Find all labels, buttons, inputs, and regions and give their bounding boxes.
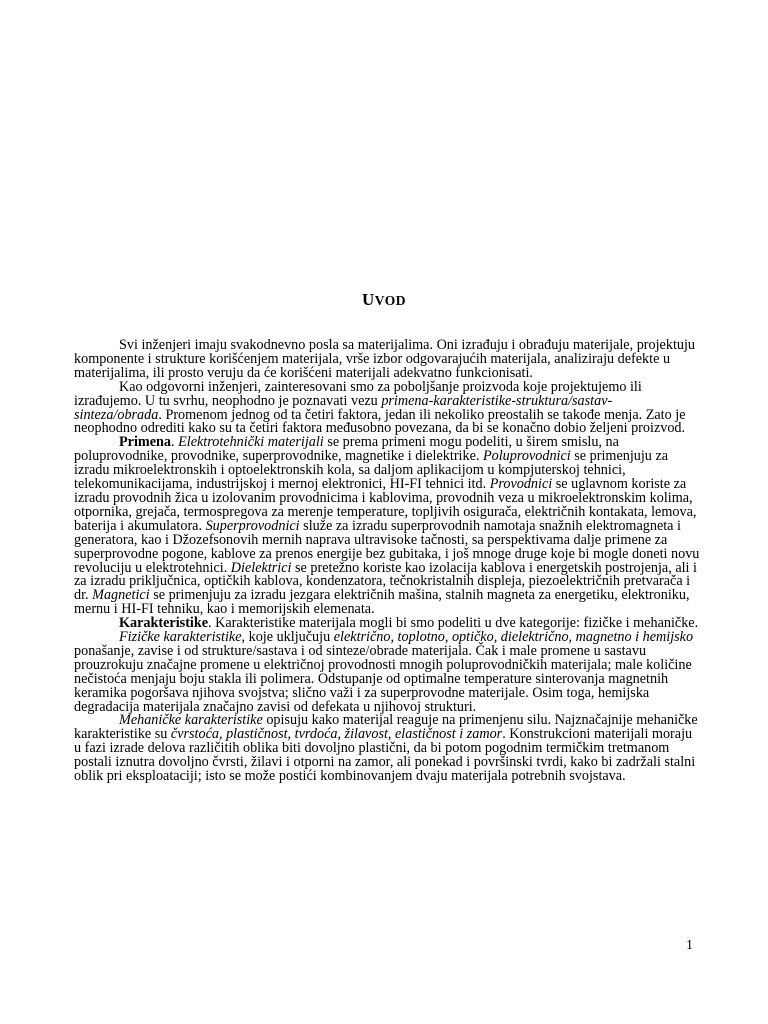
text-run: . [171, 434, 179, 451]
text-run: se primenjuju za izradu mikroelektronskih i optoelektronskih kola, sa daljom aplikacijom u kompjuterskoj tehnici, telekomunikacijama, industrijskoj i mernoj elektronici, HI-FI tehnici itd. [74, 448, 669, 493]
page-number: 1 [686, 938, 693, 953]
paragraph-fizicke [74, 631, 700, 714]
chapter-heading [0, 290, 768, 310]
italic-term: Dielektrici [230, 559, 292, 576]
text-run: se prema primeni mogu podeliti, u širem smislu, na poluprovodnike, provodnike, superprovodnike, magnetike i dielektrike. [74, 434, 619, 465]
text-run: ponašanje, zavise i od strukture/sastava i od sinteze/obrade materijala. Čak i male promene u sastavu prouzrokuju značajne promene u električnoj provodnosti mnogih poluprovodničkih materijala; male količine nečistoća menjaju boju stakla ili polimera. Odstupanje od optimalne temperature sinterovanja magnetnih keramika pogoršava njihova svojstva; slično važi i za superprovodne materijale. Osim toga, hemijska degradacija materijala značajno zavisi od defekata u njihovoj strukturi. [74, 642, 692, 715]
section-term-karakteristike: Karakteristike [119, 615, 209, 632]
italic-term: Mehaničke karakteristike [119, 712, 263, 729]
paragraph-intro-text: Svi inženjeri imaju svakodnevno posla sa materijalima. Oni izrađuju i obrađuju materijale, projektuju komponente i strukture korišćenjem materijala, vrše izbor odgovarajućih materijala, analiziraju defekte u materijalima, ili prosto veruju da će korišćeni materijali adekvatno funkcionisati. [74, 337, 696, 381]
paragraph-mehanicke [74, 714, 700, 784]
paragraph-intro [74, 339, 700, 381]
paragraph-responsibility [74, 378, 700, 437]
italic-term: Elektrotehnički materijali [178, 434, 324, 451]
section-term-primena: Primena [119, 434, 172, 451]
text-run: se primenjuju za izradu jezgara električnih mašina, stalnih magneta za energetiku, elektroniku, mernu i HI-FI tehniku, kao i memorijskih elemenata. [74, 587, 690, 618]
text-run: . Konstrukcioni materijali moraju u fazi izrade delova različitih oblika biti dovoljno plastični, da bi potom pogodnim termičkim tretmanom postali iznutra dovoljno čvrsti, žilavi i otporni na zamor, ali ponekad i površinski tvrdi, kako bi zadržali stalni oblik pri eksploataciji; isto se može postići kombinovanjem dvaju materijala potrebnih svojstava. [74, 726, 696, 785]
italic-term: Poluprovodnici [482, 448, 571, 465]
text-run: , koje uključuju [241, 629, 334, 646]
italic-term: čvrstoća, plastičnost, tvrdoća, žilavost, elastičnost i zamor [170, 726, 503, 743]
chapter-heading-rest: VOD [374, 293, 406, 308]
text-run: . Karakteristike materijala mogli bi smo podeliti u dve kategorije: fizičke i mehaničke. [208, 615, 699, 632]
text-run: . Promenom jednog od ta četiri faktora, jedan ili nekoliko preostalih se takođe menja. Zato je neophodno odrediti kako su ta četiri faktora međusobno povezana, da bi se konačno dobio željeni proizvod. [74, 406, 686, 437]
italic-term: Fizičke karakteristike [119, 629, 242, 646]
italic-term: električno, toplotno, optičko, dielektrično, magnetno i hemijsko [333, 629, 694, 646]
paragraph-primena [74, 436, 700, 617]
text-run: se pretežno koriste kao izolacija kablova i energetskih postrojenja, ali i za izradu priključnica, optičkih kablova, kondenzatora, tečnokristalnih displeja, piezoelektričnih pretvarača i dr. [74, 559, 697, 604]
italic-term: primena-karakteristike-struktura/sastav-sinteza/obrada [74, 392, 613, 423]
text-run: Kao odgovorni inženjeri, zainteresovani smo za poboljšanje proizvoda koje projektujemo ili izrađujemo. U tu svrhu, neophodno je poznavati vezu [74, 378, 642, 409]
text-run: se uglavnom koriste za izradu provodnih žica u izolovanim provodnicima i kablovima, provodnih veza u mikroelektronskim kolima, otpornika, grejača, termospregova za merenje temperature, topljivih osigurača, električnih kontakata, lemova, baterija i akumulatora. [74, 476, 697, 534]
italic-term: Magnetici [92, 587, 150, 604]
body-text [74, 339, 700, 784]
italic-term: Provodnici [489, 476, 553, 493]
chapter-heading-initial: U [361, 290, 375, 309]
text-run: opisuju kako materijal reaguje na primenjenu silu. Najznačajnije mehaničke karakteristike su [74, 712, 698, 743]
text-run: služe za izradu superprovodnih namotaja snažnih elektromagneta i generatora, kao i Džozefsonovih mernih naprava ultravisoke tačnosti, sa perspektivama dalje primene za superprovodne pogone, kablove za prenos energije bez gubitaka, i još mnoge druge koje bi mogle doneti novu revoluciju u elektrotehnici. [74, 517, 700, 576]
italic-term: Superprovodnici [205, 517, 300, 534]
